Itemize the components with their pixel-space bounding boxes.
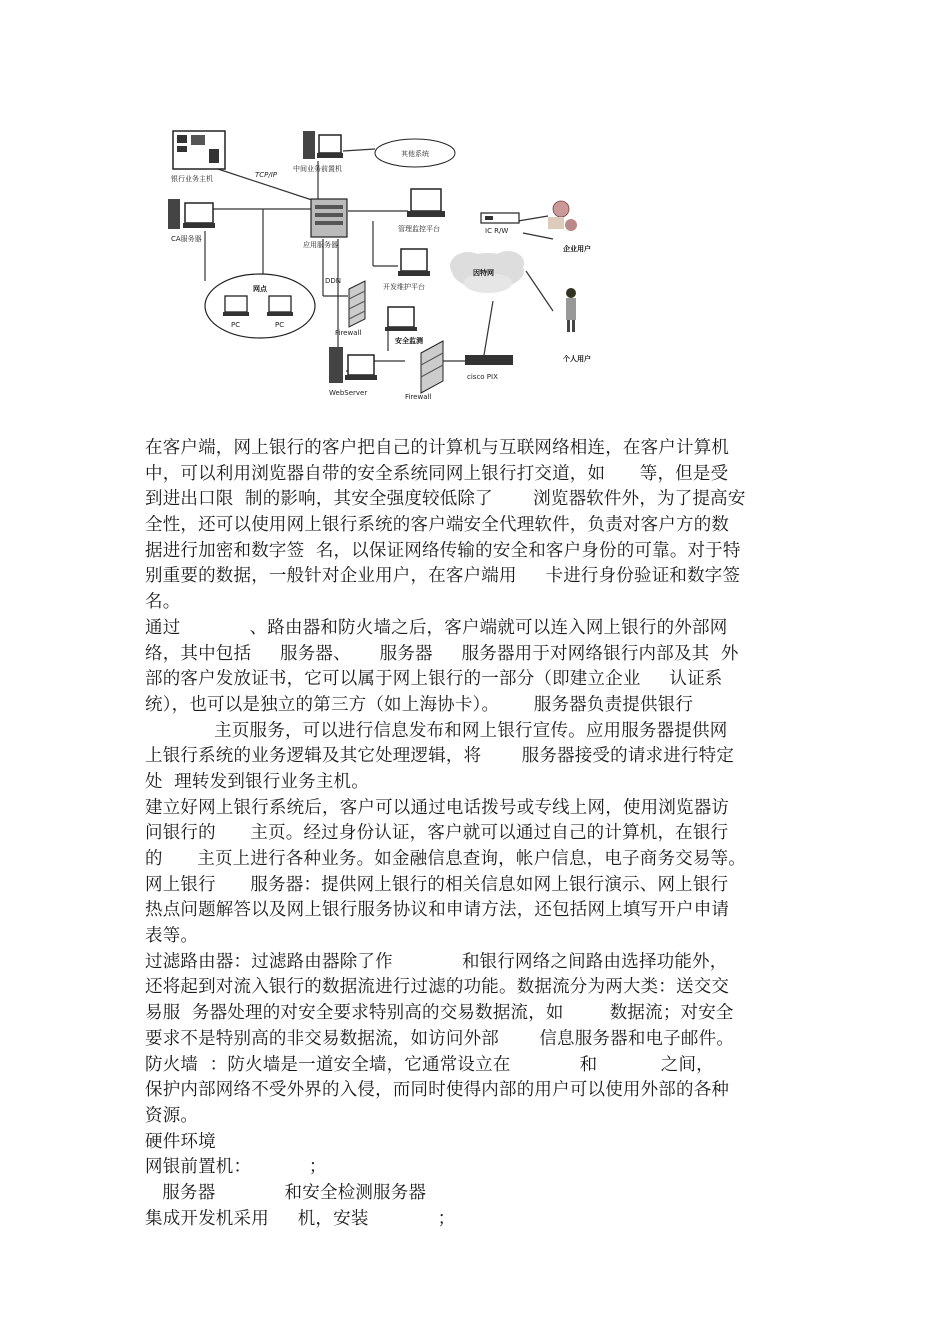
- personal-user-icon: [566, 288, 576, 332]
- webserver-icon: [329, 347, 377, 383]
- internet-label: 因特网: [473, 269, 494, 277]
- enterprise-user-icon: [548, 201, 577, 231]
- paragraph: [145, 950, 785, 1053]
- mgmt-platform-label: 管理监控平台: [398, 225, 440, 233]
- text-line: 要求不是特别高的非交易数据流，如访问外部 信息服务器和电子邮件。: [145, 1028, 735, 1049]
- text-line: 过滤路由器：过滤路由器除了作 和银行网络之间路由选择功能外，: [145, 951, 728, 972]
- firewall-inner-label: Firewall: [335, 329, 362, 337]
- dev-platform-label: 开发维护平台: [383, 283, 425, 291]
- paragraph: [145, 436, 785, 616]
- text-line: 建立好网上银行系统后，客户可以通过电话拨号或专线上网，使用浏览器访: [145, 797, 730, 818]
- pc2-icon: [267, 296, 293, 316]
- text-line: 中，可以利用浏览器自带的安全系统同网上银行打交道，如 等，但是受: [145, 463, 729, 484]
- firewall-outer-label: Firewall: [405, 393, 432, 401]
- paragraph: [145, 1130, 785, 1156]
- ic-rw-label: IC R/W: [485, 227, 509, 235]
- paragraph: [145, 796, 785, 873]
- text-line: 主页服务，可以进行信息发布和网上银行宣传。应用服务器提供网: [145, 720, 728, 741]
- firewall-inner-icon: [349, 281, 365, 327]
- text-line: 网上银行 服务器：提供网上银行的相关信息如网上银行演示、网上银行: [145, 874, 729, 895]
- text-line: 据进行加密和数字签 名，以保证网络传输的安全和客户身份的可靠。对于特: [145, 540, 741, 561]
- text-line: 还将起到对流入银行的数据流进行过滤的功能。数据流分为两大类：送交交: [145, 977, 730, 998]
- text-line: 集成开发机采用 机，安装 ；: [145, 1208, 456, 1229]
- pc2-label: PC: [275, 321, 285, 329]
- firewall-outer-icon: [421, 341, 443, 393]
- security-monitor-icon: [385, 307, 417, 331]
- bank-host-icon: [173, 131, 225, 169]
- enterprise-user-label: 企业用户: [563, 245, 591, 253]
- text-line: 热点问题解答以及网上银行服务协议和申请方法，还包括网上填写开户申请: [145, 900, 730, 921]
- paragraph: [145, 1207, 785, 1233]
- text-line: 上银行系统的业务逻辑及其它处理逻辑，将 服务器接受的请求进行特定: [145, 746, 735, 767]
- text-line: 的 主页上进行各种业务。如金融信息查询，帐户信息，电子商务交易等。: [145, 849, 746, 869]
- other-system-label: 其他系统: [401, 150, 429, 158]
- text-line: 易服 务器处理的对安全要求特别高的交易数据流，如 数据流；对安全: [145, 1003, 734, 1024]
- text-line: 别重要的数据，一般针对企业用户，在客户端用 卡进行身份验证和数字签: [145, 566, 741, 587]
- text-line: 通过 、路由器和防火墙之后，客户端就可以连入网上银行的外部网: [145, 617, 728, 638]
- cisco-pix-icon: [465, 355, 513, 365]
- text-line: 网银前置机： ；: [145, 1157, 327, 1178]
- text-line: 名。: [145, 592, 181, 613]
- text-line: 服务器 和安全检测服务器: [145, 1182, 427, 1203]
- ca-server-icon: [168, 199, 215, 229]
- paragraph: [145, 1181, 785, 1207]
- text-line: 处 理转发到银行业务主机。: [145, 771, 369, 792]
- cisco-pix-label: cisco PIX: [467, 373, 498, 381]
- text-line: 部的客户发放证书，它可以属于网上银行的一部分（即建立企业 认证系: [145, 669, 723, 690]
- pc1-label: PC: [231, 321, 241, 329]
- ddn-label: DDN: [325, 277, 342, 285]
- text-line: 保护内部网络不受外界的入侵，而同时使得内部的用户可以使用外部的各种: [145, 1080, 730, 1101]
- middle-host-icon: [303, 131, 343, 159]
- middle-host-label: 中间业务前置机: [293, 165, 342, 173]
- text-line: 问银行的 主页。经过身份认证，客户就可以通过自己的计算机，在银行: [145, 823, 729, 844]
- text-line: 资源。: [145, 1105, 199, 1126]
- webserver-label: WebServer: [329, 389, 368, 397]
- personal-user-label: 个人用户: [563, 355, 591, 363]
- section-heading: 硬件环境: [145, 1131, 216, 1152]
- paragraph: [145, 616, 785, 796]
- network-architecture-diagram: [143, 121, 625, 408]
- app-server-label: 应用服务器: [303, 241, 338, 249]
- security-monitor-label: 安全监测: [395, 337, 423, 345]
- mgmt-platform-icon: [407, 189, 445, 217]
- ca-server-label: CA服务器: [171, 235, 202, 243]
- branch-ellipse: [205, 274, 315, 338]
- pc1-icon: [223, 296, 249, 316]
- bank-host-label: 银行业务主机: [171, 175, 213, 183]
- text-line: 防火墙 ：防火墙是一道安全墙，它通常设立在 和 之间，: [145, 1054, 714, 1075]
- text-line: 全性，还可以使用网上银行系统的客户端安全代理软件，负责对客户方的数: [145, 515, 730, 536]
- paragraph: [145, 873, 785, 950]
- document-body: [145, 436, 785, 1232]
- text-line: 表等。: [145, 926, 199, 947]
- text-line: 在客户端，网上银行的客户把自己的计算机与互联网络相连，在客户计算机: [145, 438, 730, 458]
- branch-label: 网点: [253, 285, 267, 293]
- app-server-icon: [311, 199, 347, 237]
- text-line: 络，其中包括 服务器、 服务器 服务器用于对网络银行内部及其 外: [145, 643, 739, 664]
- paragraph: [145, 1155, 785, 1181]
- tcpip-label: TCP/IP: [255, 171, 278, 179]
- text-line: 到进出口限 制的影响，其安全强度较低除了 浏览器软件外，为了提高安: [145, 489, 746, 510]
- paragraph: [145, 1053, 785, 1130]
- dev-platform-icon: [398, 249, 430, 276]
- text-line: 统），也可以是独立的第三方（如上海协卡）。 服务器负责提供银行: [145, 694, 694, 715]
